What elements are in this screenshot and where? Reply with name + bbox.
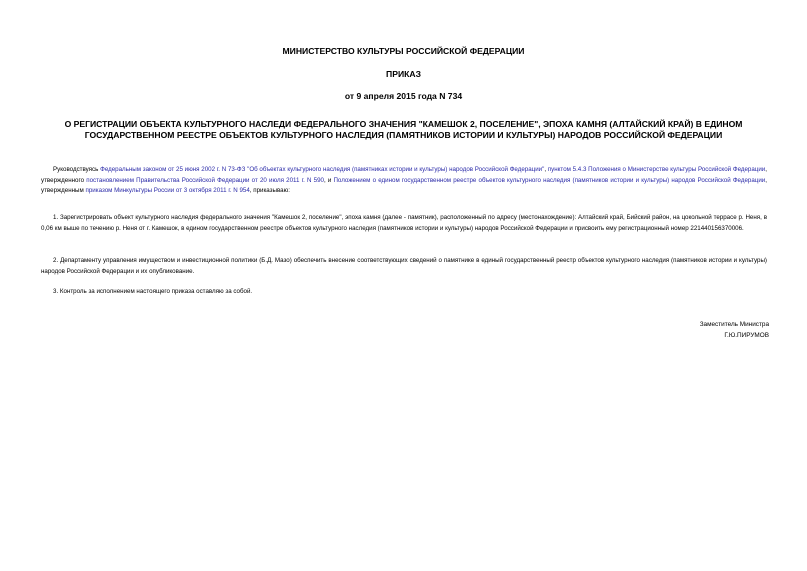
preamble-text-6: , приказываю: <box>249 187 290 194</box>
preamble-text-4: , и <box>323 176 334 184</box>
ministry-header: МИНИСТЕРСТВО КУЛЬТУРЫ РОССИЙСКОЙ ФЕДЕРАЦИИ <box>282 46 525 56</box>
date-number: от 9 апреля 2015 года N 734 <box>344 91 463 101</box>
order-item-3: 3. Контроль за исполнением настоящего приказа оставляю за собой. <box>53 288 253 295</box>
doc-type: ПРИКАЗ <box>386 69 421 79</box>
preamble-text-2: , <box>544 166 548 173</box>
order-item-2: 2. Департаменту управления имуществом и инвестиционной политики (Б.Д. Мазо) обеспечить внесение соответствующих сведений о памятнике в единый государственный реестр объектов культурного наследия (памятников истории и культуры) народов Российской Федерации и их опубликование. <box>41 257 767 275</box>
federal-law-link[interactable]: Федеральным законом от 25 июня 2002 г. N 73-ФЗ "Об объектах культурного наследия (памятниках истории и культуры) народов Российской Федерации" <box>100 166 545 173</box>
ministry-order-link[interactable]: приказом Минкультуры России от 3 октября 2011 г. N 954 <box>85 187 250 194</box>
signatory-name: Г.Ю.ПИРУМОВ <box>724 332 769 339</box>
document-title-line-2: ГОСУДАРСТВЕННОМ РЕЕСТРЕ ОБЪЕКТОВ КУЛЬТУРНОГО НАСЛЕДИЯ (ПАМЯТНИКОВ ИСТОРИИ И КУЛЬТУРЫ) НАРОДОВ РОССИЙСКОЙ ФЕДЕРАЦИИ <box>84 130 723 140</box>
signature-block <box>569 319 769 341</box>
document-title-line-1: О РЕГИСТРАЦИИ ОБЪЕКТА КУЛЬТУРНОГО НАСЛЕДИ ФЕДЕРАЛЬНОГО ЗНАЧЕНИЯ "КАМЕШОК 2, ПОСЕЛЕНИЕ", ЭПОХА КАМНЯ (АЛТАЙСКИЙ КРАЙ) В ЕДИНОМ <box>64 119 743 129</box>
preamble-text-5: , утвержденным <box>41 176 767 194</box>
order-item-1: 1. Зарегистрировать объект культурного наследия федерального значения "Камешок 2, поселение", эпоха камня (далее - памятник), расположенный по адресу (местонахождение): Алтайский край, Бийский район, на цокольной террасе р. Неня, в 0,06 км выше по течению р. Неня от г. Камешок, в едином государственном реестре объектов культурного наследия (памятников истории и культуры) народов Российской Федерации и присвоить ему регистрационный номер 221440156370006. <box>41 214 767 232</box>
government-decree-link[interactable]: постановлением Правительства Российской Федерации от 20 июля 2011 г. N 590 <box>86 176 324 184</box>
preamble-text-1: Руководствуясь <box>53 166 101 173</box>
registry-regulation-link[interactable]: Положением о едином государственном реестре объектов культурного наследия (памятников истории и культуры) народов Российской Федерации <box>333 176 766 184</box>
signatory-position: Заместитель Министра <box>699 321 769 328</box>
preamble-paragraph <box>41 165 767 197</box>
preamble-text-3: , утвержденного <box>41 166 767 184</box>
regulation-clause-link[interactable]: пунктом 5.4.3 Положения о Министерстве культуры Российской Федерации <box>547 166 766 173</box>
document-title <box>30 119 777 141</box>
